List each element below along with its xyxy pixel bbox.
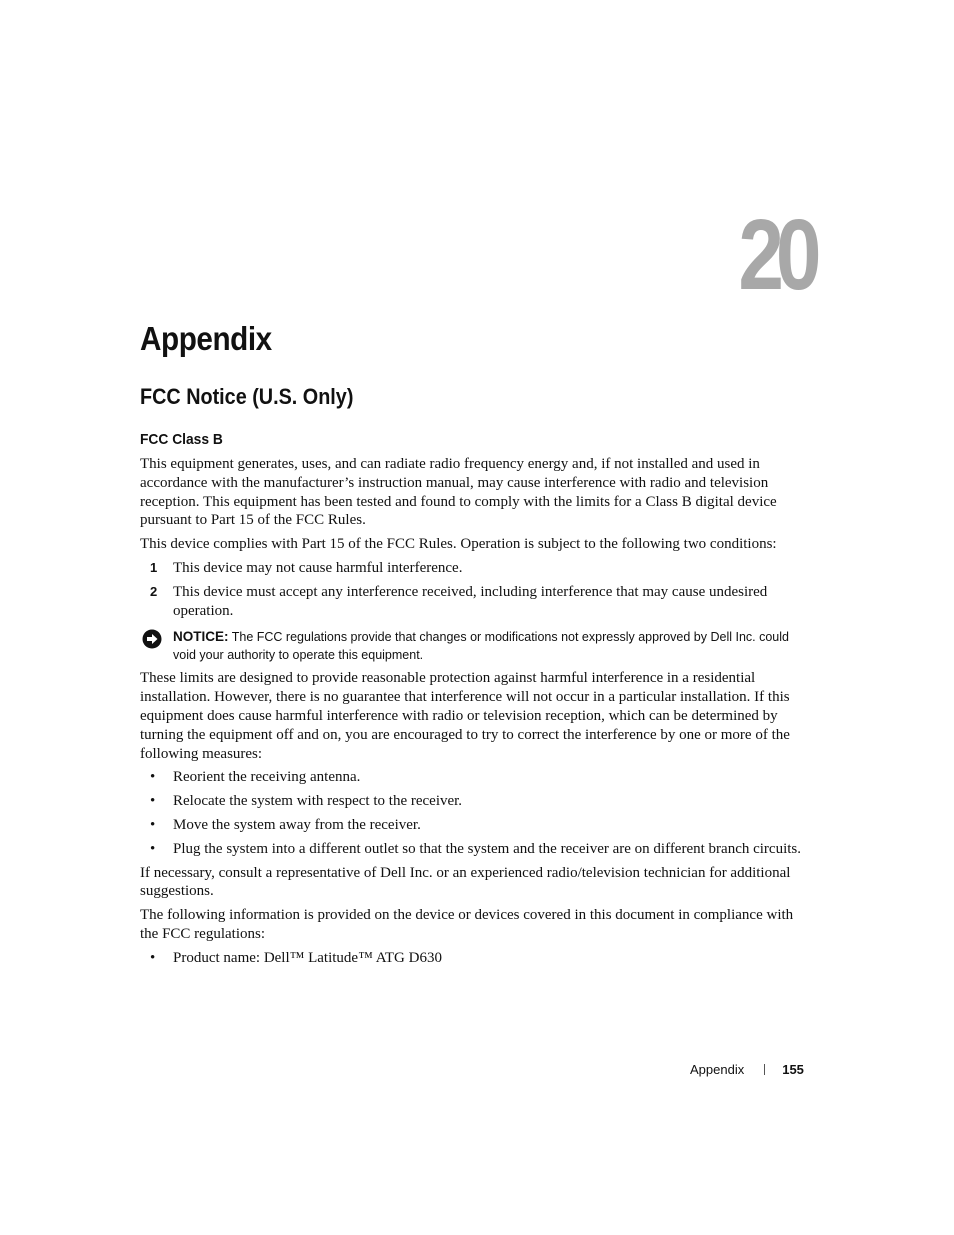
list-number: 2 xyxy=(150,583,158,599)
paragraph-emissions: This equipment generates, uses, and can radiate radio frequency energy and, if not installed and used in accordance with the manufacturer’s instruction manual, may cause interference with radio and television reception. This equipment has been tested and found to comply with the limits for a Class B digital device pursuant to Part 15 of the FCC Rules. xyxy=(140,456,777,529)
paragraph-compliance: This device complies with Part 15 of the FCC Rules. Operation is subject to the following two conditions: xyxy=(140,536,777,553)
page-content xyxy=(140,318,814,968)
notice-arrow-icon xyxy=(142,629,162,649)
list-number: 1 xyxy=(150,559,158,575)
footer-divider xyxy=(764,1064,765,1075)
list-item xyxy=(140,949,814,968)
product-list xyxy=(140,949,814,968)
chapter-number: 20 xyxy=(738,199,813,311)
list-item xyxy=(140,559,814,578)
paragraph-fcc-info: The following information is provided on the device or devices covered in this document in compliance with the FCC regulations: xyxy=(140,907,794,942)
bullet: • xyxy=(150,840,156,857)
list-item-text: Plug the system into a different outlet so that the system and the receiver are on different branch circuits. xyxy=(173,840,802,857)
list-item-text: Move the system away from the receiver. xyxy=(173,816,421,833)
bullet: • xyxy=(150,816,156,833)
paragraph-limits: These limits are designed to provide reasonable protection against harmful interference in a residential installation. However, there is no guarantee that interference will not occur in a particular installation. If this equipment does cause harmful interference with radio or television reception, which can be determined by turning the equipment off and on, you are encouraged to try to correct the interference by one or more of the following measures: xyxy=(140,670,790,762)
bullet: • xyxy=(150,793,156,810)
list-item xyxy=(140,792,814,811)
notice-label: NOTICE: xyxy=(173,629,229,645)
page-number: 155 xyxy=(782,1062,804,1077)
bullet: • xyxy=(150,769,156,786)
list-item-text: This device may not cause harmful interference. xyxy=(173,559,463,576)
product-name: Product name: Dell™ Latitude™ ATG D630 xyxy=(173,949,442,966)
chapter-title: Appendix xyxy=(140,320,272,357)
list-item xyxy=(140,768,814,787)
page-footer xyxy=(690,1060,822,1080)
list-item-text: Reorient the receiving antenna. xyxy=(173,769,361,786)
list-item-text: This device must accept any interference received, including interference that may cause undesired operation. xyxy=(173,583,768,619)
list-item xyxy=(140,583,814,621)
footer-section: Appendix xyxy=(690,1062,745,1077)
paragraph-consult: If necessary, consult a representative of Dell Inc. or an experienced radio/television technician for additional suggestions. xyxy=(140,864,791,900)
bullet: • xyxy=(150,949,156,966)
conditions-list xyxy=(140,559,814,620)
section-title: FCC Notice (U.S. Only) xyxy=(140,384,354,409)
notice-callout xyxy=(140,628,814,664)
measures-list xyxy=(140,768,814,858)
list-item xyxy=(140,840,814,859)
list-item-text: Relocate the system with respect to the receiver. xyxy=(173,793,463,810)
notice-text: The FCC regulations provide that changes or modifications not expressly approved by Dell Inc. could void your authority to operate this equipment. xyxy=(173,630,789,662)
subsection-title: FCC Class B xyxy=(140,431,223,448)
list-item xyxy=(140,816,814,835)
